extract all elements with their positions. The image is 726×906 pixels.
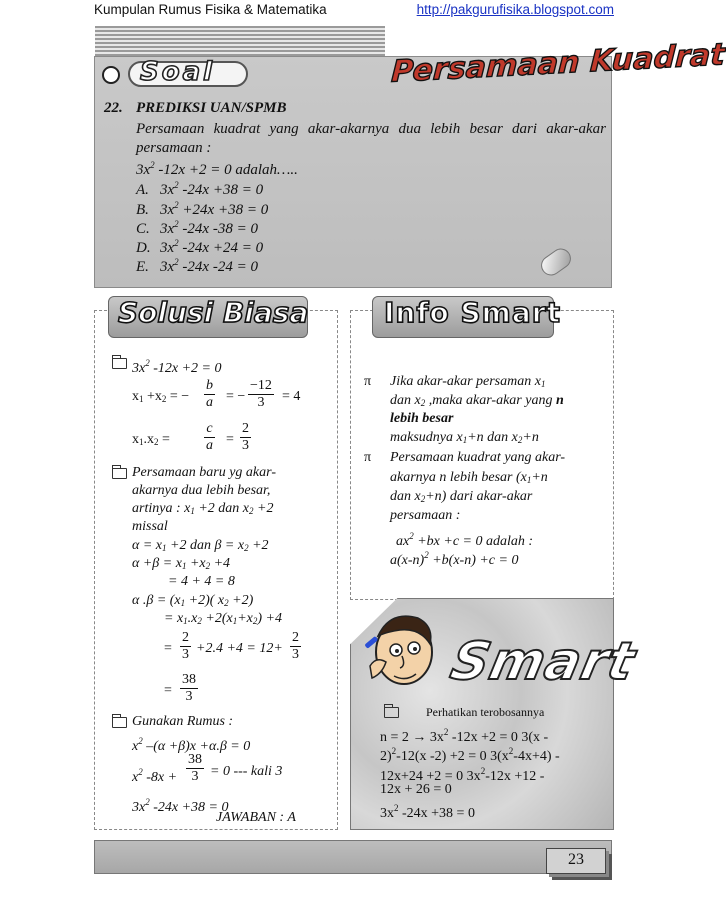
smart-line-2: 2)$^2$-12(x -2) +2 = 0 $3(x^2-4x+4)$ - xyxy=(380,746,560,764)
fraction-38-over-3: $\frac{38}{3}$ xyxy=(182,672,196,704)
footer-bar xyxy=(94,840,612,874)
question-title: PREDIKSI UAN/SPMB xyxy=(136,100,287,116)
option-e[interactable]: E. $3x^2$ -24x -24 = 0 xyxy=(136,257,258,275)
fraction-minus12-over-3: $\frac{-12}{3}$ xyxy=(250,378,272,410)
fraction-2-over-3-step-b: $\frac{2}{3}$ xyxy=(292,630,299,662)
header-book-title: Kumpulan Rumus Fisika & Matematika xyxy=(94,2,327,17)
alpha-times-beta-expand: = $x_1.x_2 +2(x_1+x_2) +4$ xyxy=(164,611,282,626)
smart-lead: Perhatikan terobosannya xyxy=(426,705,545,719)
info-b1-line-3: lebih besar xyxy=(390,411,454,426)
fraction-2-over-3-step: $\frac{2}{3}$ xyxy=(182,630,189,662)
bullet-circle-icon xyxy=(102,66,120,84)
fraction-2-over-3: $\frac{2}{3}$ xyxy=(242,421,249,453)
info-b2-line-6: $a(x-n)^2 +b(x-n) +c = 0$ xyxy=(390,550,519,568)
new-equation-line-1: Persamaan baru yg akar- xyxy=(132,465,276,480)
formula-label: Gunakan Rumus : xyxy=(132,714,234,729)
smart-line-1: $n = 2 \to 3x^2$ -12x +2 = 0 3(x - xyxy=(380,727,549,745)
new-equation-line-3: artinya : $x_1 +2$ dan $x_2 +2$ xyxy=(132,501,274,516)
folder-icon xyxy=(384,707,399,718)
info-b2-line-1: Persamaan kuadrat yang akar- xyxy=(390,450,566,465)
solusi-title: Solusi Biasa xyxy=(118,296,309,329)
folder-icon xyxy=(112,468,127,479)
alpha-times-beta: α $.\beta = (x_1 +2)$( $x_2 +2$) xyxy=(132,593,254,608)
smart-title: Smart xyxy=(445,632,641,692)
info-b2-line-2: akarnya n lebih besar ($x_1+n$ xyxy=(390,470,548,485)
alpha-plus-beta: $\alpha +\beta = x_1 +x_2 +4$ xyxy=(132,556,231,571)
product-step-mid: +2.4 +4 = 12+ xyxy=(196,641,283,656)
page-header xyxy=(94,2,614,22)
sum-of-roots: $x_1 +x_2$ = − xyxy=(132,389,190,404)
pi-bullet-icon: π xyxy=(364,374,372,389)
option-d[interactable]: D. $3x^2$ -24x +24 = 0 xyxy=(136,238,264,256)
fraction-c-over-a: $\frac{c}{a}$ xyxy=(206,421,213,453)
new-equation-line-2: akarnya dua lebih besar, xyxy=(132,483,271,498)
product-final-eq: = xyxy=(164,683,172,698)
new-equation-line-4: missal xyxy=(132,519,168,534)
question-equation: $3x^2$ -12x +2 = 0 adalah….. xyxy=(136,160,298,178)
option-b[interactable]: B. $3x^2 +24x +38 = 0$ xyxy=(136,200,269,218)
question-number: 22. xyxy=(104,100,123,116)
final-eq-1-tail: = 0 --- kali 3 xyxy=(210,764,283,779)
final-eq-1: $x^2$ -8x + xyxy=(132,767,178,785)
info-b1-line-1: Jika akar-akar persaman $x_1$ xyxy=(390,374,546,389)
solusi-equation: $3x^2$ -12x +2 = 0 xyxy=(132,358,222,376)
smart-line-4: 12x + 26 = 0 xyxy=(380,782,452,797)
info-b2-line-4: persamaan : xyxy=(390,508,461,523)
final-eq-2: $3x^2$ -24x +38 = 0 xyxy=(132,797,229,815)
product-mid: = xyxy=(226,432,234,447)
smart-line-5: $3x^2$ -24x +38 = 0 xyxy=(380,803,475,821)
folder-icon xyxy=(112,358,127,369)
formula: $x^2$ –(α +β)x +α.β = 0 xyxy=(132,736,251,754)
info-b2-line-3: dan $x_2+n$) dari akar-akar xyxy=(390,489,533,504)
product-step-eq: = xyxy=(164,641,172,656)
pi-bullet-icon: π xyxy=(364,450,372,465)
info-b1-line-2: dan $x_2$ ,maka akar-akar yang n xyxy=(390,393,564,408)
alpha-plus-beta-result: = 4 + 4 = 8 xyxy=(168,574,235,589)
info-b1-line-4: maksudnya $x_1+n$ dan $x_2+n$ xyxy=(390,430,539,445)
fraction-38-over-3-final: $\frac{38}{3}$ xyxy=(188,752,202,784)
header-blog-link[interactable]: http://pakgurufisika.blogspot.com xyxy=(416,2,614,17)
product-of-roots: $x_1.x_2$ = xyxy=(132,432,170,447)
info-title: Info Smart xyxy=(384,296,561,329)
topic-title: Persamaan Kuadrat xyxy=(390,37,726,90)
fraction-b-over-a: $\frac{b}{a}$ xyxy=(206,378,213,410)
sum-mid: = − xyxy=(226,389,246,404)
alpha-beta-def: $\alpha = x_1 +2$ dan $\beta = x_2 +2$ xyxy=(132,538,269,553)
smart-line-3: 12x+24 +2 = 0 $3x^2-12x +12$ - xyxy=(380,766,545,784)
answer: JAWABAN : A xyxy=(216,810,296,825)
option-a[interactable]: A. $3x^2$ -24x +38 = 0 xyxy=(136,180,264,198)
page-number: 23 xyxy=(568,851,584,868)
decorative-stripes xyxy=(95,26,385,56)
info-b2-line-5: $ax^2 +bx +c = 0$ adalah : xyxy=(396,531,534,549)
question-text: Persamaan kuadrat yang akar-akarnya dua lebih besar dari akar-akar persamaan : xyxy=(136,121,606,156)
folder-icon xyxy=(112,717,127,728)
sum-result: = 4 xyxy=(282,389,301,404)
option-c[interactable]: C. $3x^2$ -24x -38 = 0 xyxy=(136,219,258,237)
thinking-man-icon xyxy=(360,606,446,702)
soal-label: Soal xyxy=(140,57,216,87)
